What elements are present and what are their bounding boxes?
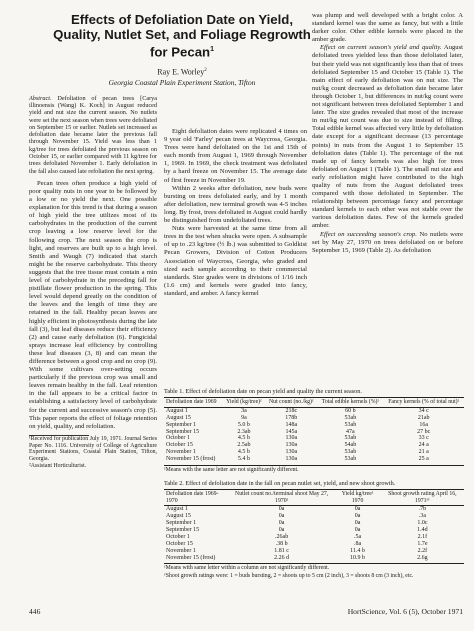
table2-cell: 1.81 c: [274, 547, 289, 554]
table2-cell: October 15: [166, 540, 193, 547]
table1-cell: 178b: [285, 414, 298, 421]
table1-header: Yield (kg/tree)ᶻ: [226, 399, 262, 406]
table1-cell: 145a: [285, 428, 298, 435]
table2-cell: 2.26 d: [274, 554, 290, 561]
table1-cell: 16a: [419, 421, 429, 428]
tables-area: [164, 388, 464, 580]
table1-cell: August 1: [166, 407, 188, 414]
table2-caption: Table 2. Effect of defoliation date in the fall on pecan nutlet set, yield, and new shoot growth.: [164, 479, 396, 487]
table-row: [164, 541, 464, 548]
table1-header: Fancy kernels (% of total nut)ᶻ: [388, 399, 460, 406]
table2-cell: 0a: [354, 520, 361, 527]
table2-cell: .5a: [353, 533, 362, 540]
table2-header: Defoliation date 1969-1970: [166, 491, 219, 504]
table1-cell: 5.4 b: [237, 456, 250, 463]
methods-paragraph-2: Within 2 weeks after defoliation, new buds were bursting on trees defoliated early, and by 1 month after defoliation, new terminal growth was 4-5 inches long. By frost, trees defoliated in August could hardly be distinguished from undefoliated trees.: [164, 184, 307, 225]
table-row: [164, 429, 464, 436]
table1-cell: 4.5 b: [237, 449, 250, 456]
table1-cell: August 15: [166, 414, 191, 421]
table2-cell: October 1: [166, 533, 190, 540]
table2-cell: November 1: [166, 547, 196, 554]
table-row: [164, 555, 464, 564]
author-affiliation: Georgia Coastal Plain Experiment Station, Tifton: [108, 77, 256, 87]
table1-cell: 54ab: [344, 442, 357, 449]
table1-header: Nut count (no./kg)ᶻ: [269, 399, 314, 406]
table1-cell: 47a: [346, 428, 355, 435]
table-row: [164, 520, 464, 527]
table2-cell: 1.4d: [417, 526, 428, 533]
table1-cell: 21ab: [417, 414, 430, 421]
table2-cell: 0a: [354, 506, 361, 513]
table2-cell: 2.1f: [417, 533, 428, 540]
table2-cell: .26ab: [275, 533, 289, 540]
table-row: [164, 548, 464, 555]
table1-cell: 2.3ab: [237, 428, 251, 435]
table2-note-2: ʸShoot growth ratings were: 1 = buds bursting, 2 = shoots up to 5 cm (2 inch), 3 = shoots 8 cm (3 inch), etc.: [164, 573, 414, 580]
table2-header: Yield kg/treeᶻ 1970: [341, 491, 374, 504]
table-row: [164, 435, 464, 442]
table-row: [164, 415, 464, 422]
table2-cell: .3a: [418, 513, 426, 520]
table1-cell: 53ab: [344, 435, 357, 442]
table2-body: [164, 506, 464, 564]
table1-cell: November 15 (frost): [166, 456, 216, 463]
table1-cell: 24 a: [418, 442, 429, 449]
intro-paragraph: Pecan trees often produce a high yield of poor quality nuts in one year to be followed by a low or no yield the next. One possible explanation for this trend is that during a season of high yield the tree utilizes most of its carbohydrates in the production of the current crop leaving a low reserve level for the following crop. The next season the crop is light, and reserves are built up to a high level. Smith and Waugh (7) indicated that starch might be the reserve carbohydrate. This theory suggests that the tree tissue must contain a min level of carbohydrate in the preceding fall for pistillate flower production in the spring. This level would depend greatly on the condition of the leaves and the length of time they are retained in the fall. Healthy pecan leaves are highly efficient in photosynthesis during the late fall (3), but leaf diseases reduce their efficiency (2) and cause early defoliation (6). Fungicidal sprays increase leaf efficiency by controlling these leaf diseases (3, 8) and can mean the difference between a good crop and no crop (9). With some cultivars over-setting occurs particularly if the previous crop was small and leaves remain healthy in the fall. Leaf retention in the fall appears to be a critical factor in establishing a satisfactory level of carbohydrate for the current and successive season's crop (5). This paper reports the effect of foliage retention on yield, quality, and refoliation.: [29, 179, 157, 430]
table1-cell: 34 c: [418, 407, 429, 414]
section-lead: Effect on succeeding season's crop.: [320, 230, 417, 238]
table1-cell: 130a: [285, 456, 298, 463]
table1-cell: October 15: [166, 442, 193, 449]
table2-cell: November 15 (frost): [166, 554, 216, 561]
table1-cell: 27 bc: [417, 428, 431, 435]
table2-cell: 11.4 b: [350, 547, 365, 554]
table1-cell: 130a: [285, 449, 298, 456]
table2-note-1: ᶻMeans with same letter within a column are not significantly different.: [164, 563, 464, 572]
table1-cell: 4.5 b: [237, 435, 250, 442]
table1-cell: 25 a: [418, 456, 429, 463]
table1-cell: September 15: [166, 428, 200, 435]
table1-cell: 2.5ab: [237, 442, 251, 449]
table-row: [164, 534, 464, 541]
table2-cell: 0a: [354, 526, 361, 533]
middle-column: [164, 128, 307, 298]
table2-cell: 0a: [278, 513, 285, 520]
table2-cell: 0a: [354, 513, 361, 520]
table1-cell: 130a: [285, 442, 298, 449]
table-row: [164, 513, 464, 520]
footnote-1: ¹Received for publication July 19, 1971. Journal Series Paper No. 1116. University of College of Agriculture Experiment Stations, Coastal Plain Station, Tifton, Georgia.: [29, 435, 157, 463]
abstract-text: Defoliation of pecan trees [Carya illinoensis (Wang) K. Koch] in August reduced yield and nut size the current season. No nutlets were set the next season when trees were defoliated on September 15 or earlier. Nutlets set increased as defoliation date became later the previous fall through November 15. Yield was less than 1 kg/tree for trees defoliated the previous season on October 15, or earlier compared with 11 kg/tree for trees defoliated November 1. Early defoliation in the fall also caused late refoliation the next spring.: [29, 94, 157, 175]
table2-cell: 0a: [278, 526, 285, 533]
table2: [164, 489, 464, 563]
table2-cell: August 1: [166, 506, 188, 513]
table1-cell: 53ab: [344, 456, 357, 463]
table1-cell: September 1: [166, 421, 197, 428]
table1-cell: 33 c: [418, 435, 429, 442]
table1-note: ᶻMeans with the same letter are not significantly different.: [164, 465, 464, 474]
right-column: [312, 12, 463, 255]
table1-cell: 218c: [285, 407, 298, 414]
table1-cell: 60 b: [345, 407, 356, 414]
table2-cell: .7b: [418, 506, 427, 513]
table2-header: Nutlet count no./terminal shoot May 27, 1970ᶻ: [235, 491, 329, 504]
table1-cell: 53ab: [344, 414, 357, 421]
table2-cell: September 15: [166, 526, 200, 533]
table2-cell: .8a: [353, 540, 362, 547]
table1-cell: October 1: [166, 435, 190, 442]
table2-header: Shoot growth rating April 16, 1971ᶻʸ: [388, 491, 457, 504]
table2-cell: August 15: [166, 513, 191, 520]
table1-header: Total edible kernels (%)ᶻ: [321, 399, 380, 406]
table2-cell: 0a: [278, 520, 285, 527]
table1-header: Defoliation date 1969: [166, 399, 217, 406]
table2-cell: 10.9 b: [350, 554, 366, 561]
table1-caption: Table 1. Effect of defoliation date on pecan yield and quality the current season.: [164, 388, 362, 395]
journal-citation: HortScience, Vol. 6 (5), October 1971: [347, 607, 463, 616]
section-lead: Effect on current season's yield and quality.: [320, 44, 442, 52]
table-row: [164, 407, 464, 414]
results-paragraph-2: Effect on current season's yield and quality. August defoliated trees yielded less than those defoliated later, but their yield was not significantly less than that of trees defoliated September 15 and October 15 (Table 1). The main effect of early defoliation was on nut size. The nut/kg count decreased as defoliation date became later through October 1, but differences in nut/kg count were not significant between trees defoliated September 1 and later. The size grades revealed that most of the increase in nut/kg nut count was due to size instead of filling. Total edible kernel was affected very little by defoliation date except for a significant decrease (13 percentage points) in nuts from the August 1 to September 15 defoliation dates (Table 1). The percentage of the nut made up of fancy kernels was also high for trees defoliated on August 1 (Table 1). The small nut size and early refoliation might have contributed to the high quality of nuts from the August defoliated trees compared with those defoliated in September. The relationship between percentage fancy and percentage standard kernels to each other was not stable over the various defoliation dates. Few of the kernels graded amber.: [312, 44, 463, 230]
table2-cell: September 1: [166, 520, 197, 527]
table2-cell: 0a: [278, 506, 285, 513]
table-row: [164, 442, 464, 449]
methods-paragraph-3: Nuts were harvested at the same time from all trees in the test when shucks were open. A subsample of up to .23 kg/tree (½ lb.) was submitted to Goldkist Pecan Growers, Division of Cotton Producers Association of Waycross, Georgia, who graded and sized each sample according to their commercial standards. Size grades were in divisions of 1/16 inch (1.6 cm) and kernels were graded into fancy, standard, and amber. A fancy kernel: [164, 225, 307, 297]
table1-cell: 53ab: [344, 421, 357, 428]
results-paragraph-1: was plump and well developed with a bright color. A standard kernel was the same as fancy, but with a little darker color. Other edible kernels were placed in the amber grade.: [312, 12, 463, 44]
table-row: [164, 422, 464, 429]
table-row: [164, 456, 464, 465]
table1-cell: 53ab: [344, 449, 357, 456]
table2-cell: 2.2f: [417, 547, 428, 554]
table1-cell: 3a: [241, 407, 247, 414]
table2-cell: 1.0c: [417, 520, 428, 527]
table1-cell: November 1: [166, 449, 196, 456]
table1-cell: 21 a: [418, 449, 429, 456]
table1-cell: 9a: [241, 414, 247, 421]
table2-cell: 2.6g: [417, 554, 428, 561]
results-paragraph-3: Effect on succeeding season's crop. No nutlets were set by May 27, 1970 on trees defoliated on or before September 15, 1969 (Table 2). As defoliation: [312, 230, 463, 254]
table1-body: [164, 407, 464, 465]
footnote-2: ²Assistant Horticulturist.: [29, 463, 87, 470]
table-row: [164, 527, 464, 534]
abstract: [29, 95, 157, 175]
article-title: Effects of Defoliation Date on Yield, Quality, Nutlet Set, and Foliage Regrowth for Pecan$^1$: [53, 12, 311, 60]
page-number: 446: [29, 607, 41, 616]
methods-paragraph-1: Eight defoliation dates were replicated 4 times on 9 year old 'Farley' pecan trees at Waycross, Georgia. Trees were hand defoliated on the 1st and 15th of each month from August 1, 1969 through November 1, 1969. In 1969, the check treatment was defoliated by a hard freeze on November 15. The average date of first freeze in November 19.: [164, 128, 307, 184]
table1-cell: 148a: [285, 421, 298, 428]
abstract-label: Abstract.: [29, 94, 52, 102]
article-author: Ray E. Worley$^2$: [157, 67, 207, 77]
table1-cell: 5.0 b: [237, 421, 250, 428]
table1-cell: 130a: [285, 435, 298, 442]
table-row: [164, 506, 464, 513]
table1: [164, 397, 464, 465]
table2-cell: .38 b: [275, 540, 288, 547]
table2-cell: 1.7e: [417, 540, 428, 547]
